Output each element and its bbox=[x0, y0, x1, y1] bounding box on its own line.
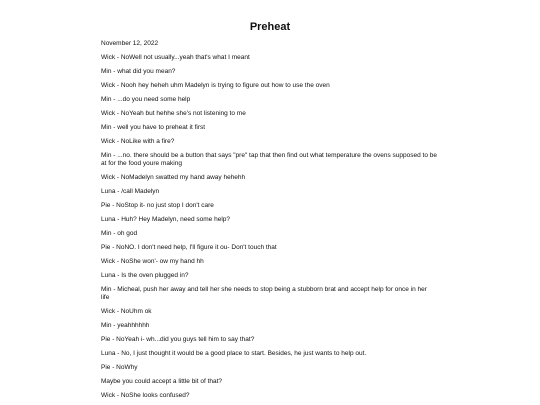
document-date: November 12, 2022 bbox=[101, 40, 159, 47]
dialogue-line: Wick - NoLike with a fire? bbox=[101, 138, 175, 145]
dialogue-line: Min - ...no. there should be a button that says "pre" tap that then find out what temperature the ovens supposed to be at for the food youre making bbox=[101, 152, 437, 167]
dialogue-line: Maybe you could accept a little bit of that? bbox=[101, 378, 223, 385]
document-body bbox=[101, 40, 437, 405]
dialogue-line: Wick - NoYeah but hehhe she's not listening to me bbox=[101, 110, 246, 117]
dialogue-line: Min - Micheal, push her away and tell her she needs to stop being a stubborn brat and accept help for once in her life bbox=[101, 286, 427, 301]
dialogue-line: Wick - Nooh hey heheh uhm Madelyn is trying to figure out how to use the oven bbox=[101, 82, 330, 89]
dialogue-line: Luna - Huh? Hey Madelyn, need some help? bbox=[101, 216, 230, 223]
dialogue-line: Luna - /call Madelyn bbox=[101, 188, 160, 195]
dialogue-line: Luna - Is the oven plugged in? bbox=[101, 272, 189, 279]
dialogue-line: Min - well you have to preheat it first bbox=[101, 124, 206, 131]
dialogue-line: Min - yeahhhhhh bbox=[101, 322, 150, 329]
dialogue-line: Wick - NoShe looks confused? bbox=[101, 392, 190, 399]
dialogue-line: Wick - NoWell not usually...yeah that's what I meant bbox=[101, 54, 250, 61]
dialogue-line: Luna - No, I just thought it would be a good place to start. Besides, he just wants to help out. bbox=[101, 350, 367, 357]
dialogue-line: Pie - NoNO. I don't need help, I'll figure it ou- Don't touch that bbox=[101, 244, 277, 251]
dialogue-line: Min - oh god bbox=[101, 230, 138, 237]
page-title: Preheat bbox=[249, 21, 291, 33]
dialogue-line: Pie - NoWhy bbox=[101, 364, 138, 371]
dialogue-line: Min - ...do you need some help bbox=[101, 96, 191, 103]
dialogue-line: Wick - NoShe won'- ow my hand hh bbox=[101, 258, 204, 265]
dialogue-line: Min - what did you mean? bbox=[101, 68, 176, 75]
dialogue-line: Wick - NoMadelyn swatted my hand away hehehh bbox=[101, 174, 246, 181]
dialogue-line: Pie - NoStop it- no just stop I don't care bbox=[101, 202, 214, 209]
dialogue-line: Pie - NoYeah i- wh...did you guys tell him to say that? bbox=[101, 336, 255, 343]
dialogue-line: Wick - NoUhm ok bbox=[101, 308, 152, 315]
